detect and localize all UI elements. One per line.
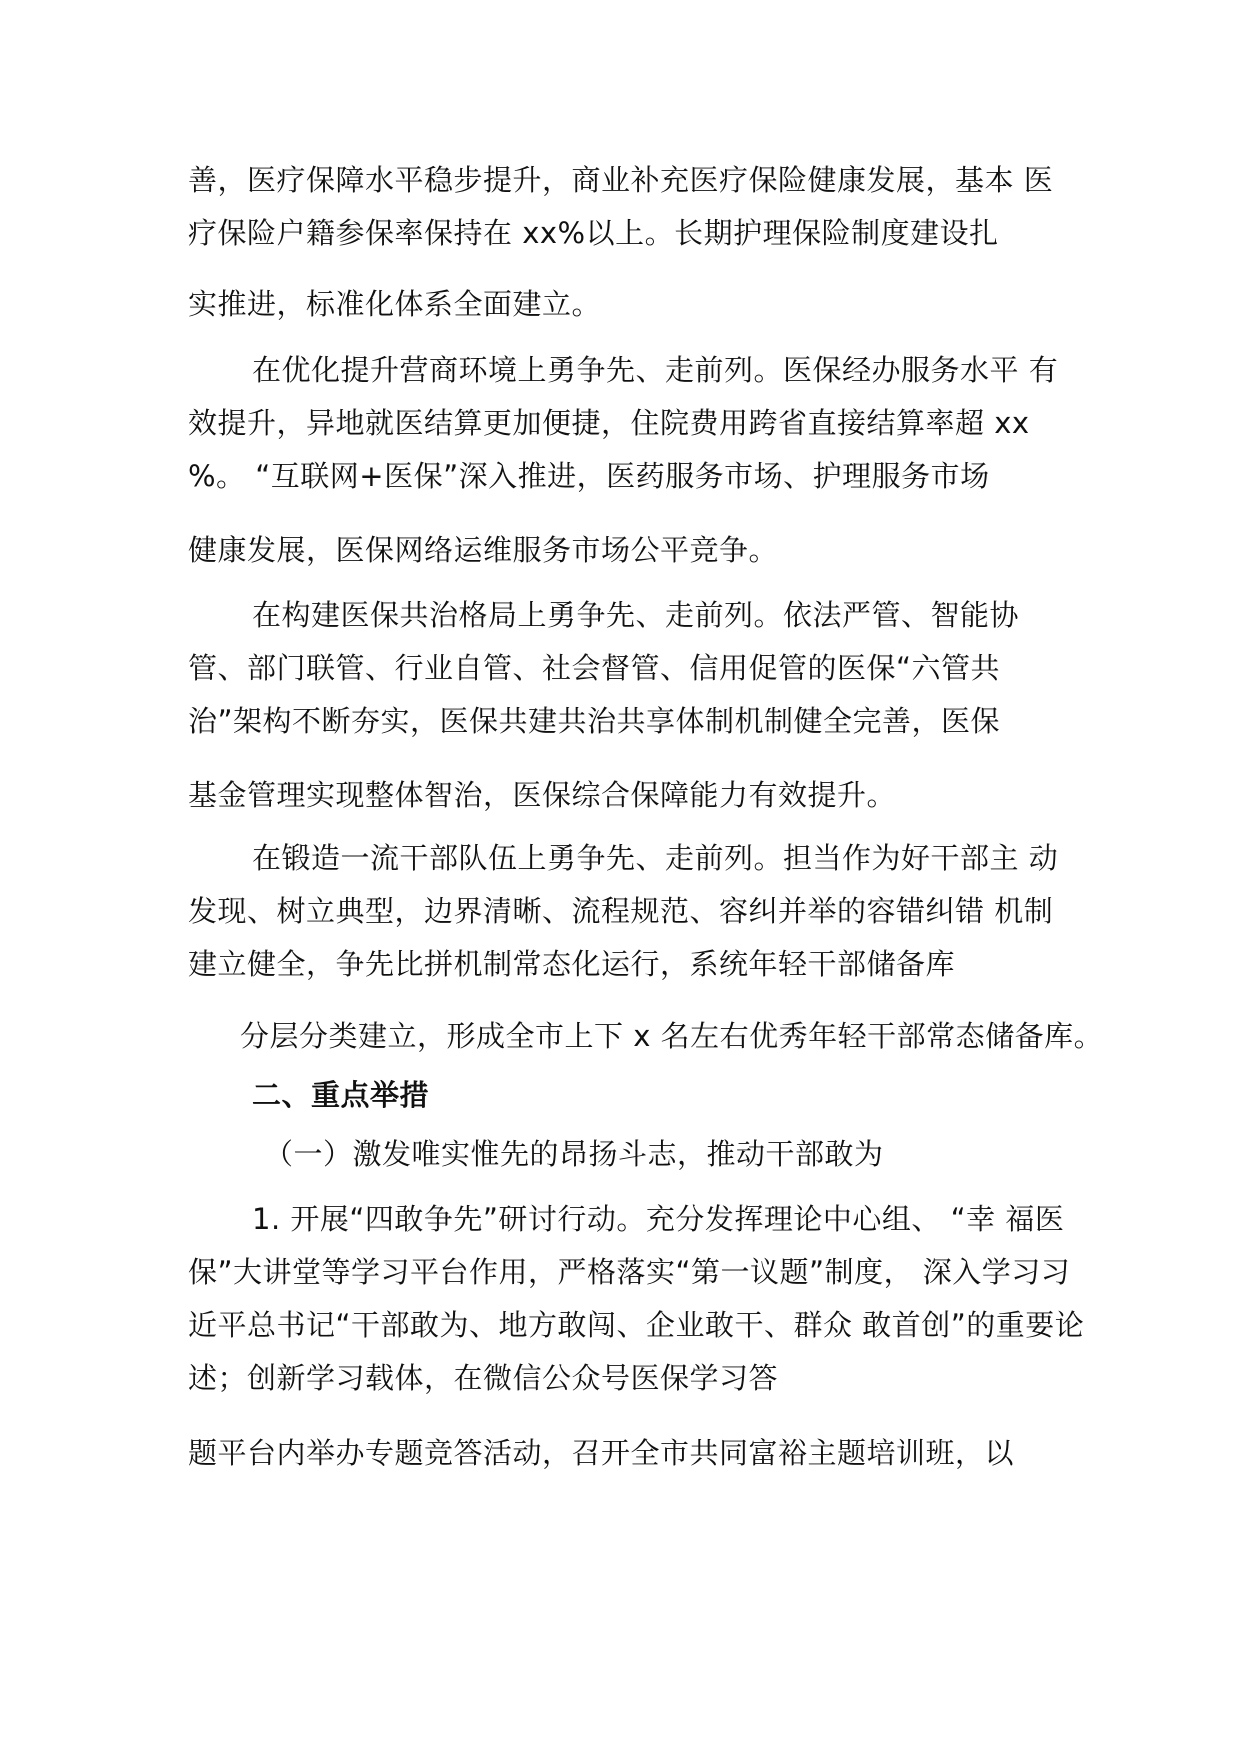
body-line: 近平总书记“干部敢为、地方敢闯、企业敢干、群众 敢首创”的重要论	[188, 1308, 1085, 1342]
body-line: 管、部门联管、行业自管、社会督管、信用促管的医保“六管共	[188, 651, 1001, 685]
section-heading: 二、重点举措	[252, 1078, 430, 1112]
body-line: 疗保险户籍参保率保持在 xx%以上。长期护理保险制度建设扎	[188, 216, 999, 250]
body-line: 基金管理实现整体智治，医保综合保障能力有效提升。	[188, 778, 897, 812]
body-line: 善，医疗保障水平稳步提升，商业补充医疗保险健康发展，基本 医	[188, 163, 1054, 197]
paragraph-start-line: 在锻造一流干部队伍上勇争先、走前列。担当作为好干部主 动	[252, 841, 1059, 875]
paragraph-start-line: 1. 开展“四敢争先”研讨行动。充分发挥理论中心组、 “幸 福医	[252, 1202, 1065, 1236]
body-line: 分层分类建立，形成全市上下 x 名左右优秀年轻干部常态储备库。	[240, 1019, 1104, 1053]
paragraph-start-line: 在优化提升营商环境上勇争先、走前列。医保经办服务水平 有	[252, 353, 1059, 387]
body-line: 题平台内举办专题竞答活动，召开全市共同富裕主题培训班，以	[188, 1436, 1015, 1470]
body-line: 治”架构不断夯实，医保共建共治共享体制机制健全完善，医保	[188, 704, 1001, 738]
body-line: 保”大讲堂等学习平台作用，严格落实“第一议题”制度， 深入学习习	[188, 1255, 1071, 1289]
body-line: 述；创新学习载体，在微信公众号医保学习答	[188, 1361, 779, 1395]
body-line: 建立健全，争先比拼机制常态化运行，系统年轻干部储备库	[188, 947, 956, 981]
subsection-heading: （一）激发唯实惟先的昂扬斗志，推动干部敢为	[264, 1137, 884, 1171]
body-line: %。 “互联网+医保”深入推进，医药服务市场、护理服务市场	[188, 459, 990, 493]
body-line: 实推进，标准化体系全面建立。	[188, 287, 602, 321]
body-line: 健康发展，医保网络运维服务市场公平竞争。	[188, 533, 779, 567]
paragraph-start-line: 在构建医保共治格局上勇争先、走前列。依法严管、智能协	[252, 598, 1020, 632]
body-line: 效提升，异地就医结算更加便捷，住院费用跨省直接结算率超 xx	[188, 406, 1030, 440]
body-line: 发现、树立典型，边界清晰、流程规范、容纠并举的容错纠错 机制	[188, 894, 1054, 928]
